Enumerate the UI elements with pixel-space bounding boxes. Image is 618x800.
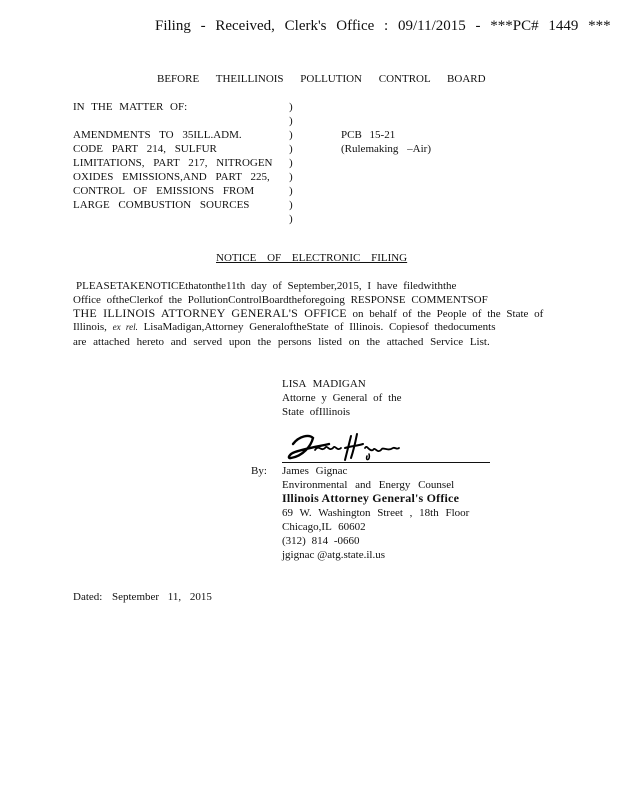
dated-label: Dated:	[73, 591, 103, 603]
caption-line: CODE PART 214, SULFUR	[73, 143, 217, 155]
caption-line: LIMITATIONS, PART 217, NITROGEN	[73, 157, 273, 169]
caption-line: AMENDMENTS TO 35ILL.ADM.	[73, 129, 242, 141]
body-line-1: PLEASETAKENOTICEthatonthe11th day of September,2015, I have filedwiththe	[76, 280, 457, 292]
ex-rel-italic: ex rel.	[112, 322, 138, 332]
signer-title: Environmental and Energy Counsel	[282, 479, 455, 491]
body-line-3	[73, 306, 543, 321]
paren: )	[289, 199, 293, 211]
signatory-name: LISA MADIGAN	[282, 378, 366, 390]
case-type: (Rulemaking –Air)	[341, 143, 432, 155]
signatory-title-2: State ofIllinois	[282, 406, 351, 418]
caption-parentheses	[289, 100, 293, 226]
paren: )	[289, 213, 293, 225]
paren: )	[289, 101, 293, 113]
signer-office: Illinois Attorney General's Office	[282, 491, 460, 505]
by-label: By:	[251, 465, 267, 477]
signer-address-2: Chicago,IL 60602	[282, 521, 366, 533]
paren: )	[289, 143, 293, 155]
paren: )	[289, 171, 293, 183]
signatory-title-1: Attorne y General of the	[282, 392, 402, 404]
in-the-matter-label: IN THE MATTER OF:	[73, 101, 188, 113]
signer-email: jgignac @atg.state.il.us	[282, 549, 385, 561]
body-line-4	[73, 320, 496, 334]
ag-office-bold: THE ILLINOIS ATTORNEY GENERAL'S OFFICE	[73, 306, 347, 320]
case-number: PCB 15-21	[341, 129, 396, 141]
paren: )	[289, 115, 293, 127]
caption-line: OXIDES EMISSIONS,AND PART 225,	[73, 171, 270, 183]
handwritten-signature	[285, 430, 405, 464]
board-title: BEFORE THEILLINOIS POLLUTION CONTROL BOARD	[157, 73, 486, 85]
signer-address-1: 69 W. Washington Street , 18th Floor	[282, 507, 470, 519]
body-line-5: are attached hereto and served upon the persons listed on the attached Service List.	[73, 336, 490, 348]
signature-line	[282, 462, 490, 463]
body-line-4-start: Illinois,	[73, 321, 107, 333]
caption-block	[73, 128, 273, 212]
signer-phone: (312) 814 -0660	[282, 535, 360, 547]
body-line-3-rest: on behalf of the People of the State of	[352, 308, 544, 320]
dated-date: September 11, 2015	[112, 591, 212, 603]
caption-line: CONTROL OF EMISSIONS FROM	[73, 185, 255, 197]
signer-name: James Gignac	[282, 465, 348, 477]
notice-title: NOTICE OF ELECTRONIC FILING	[216, 252, 408, 264]
body-line-2: Office oftheClerkof the PollutionControlBoardtheforegoing RESPONSE COMMENTSOF	[73, 294, 488, 306]
caption-line: LARGE COMBUSTION SOURCES	[73, 199, 250, 211]
paren: )	[289, 157, 293, 169]
paren: )	[289, 185, 293, 197]
filing-stamp-header: Filing - Received, Clerk's Office : 09/11/2015 - ***PC# 1449 ***	[155, 18, 611, 34]
paren: )	[289, 129, 293, 141]
body-line-4-rest: LisaMadigan,Attorney GeneraloftheState of Illinois. Copiesof thedocuments	[143, 321, 496, 333]
